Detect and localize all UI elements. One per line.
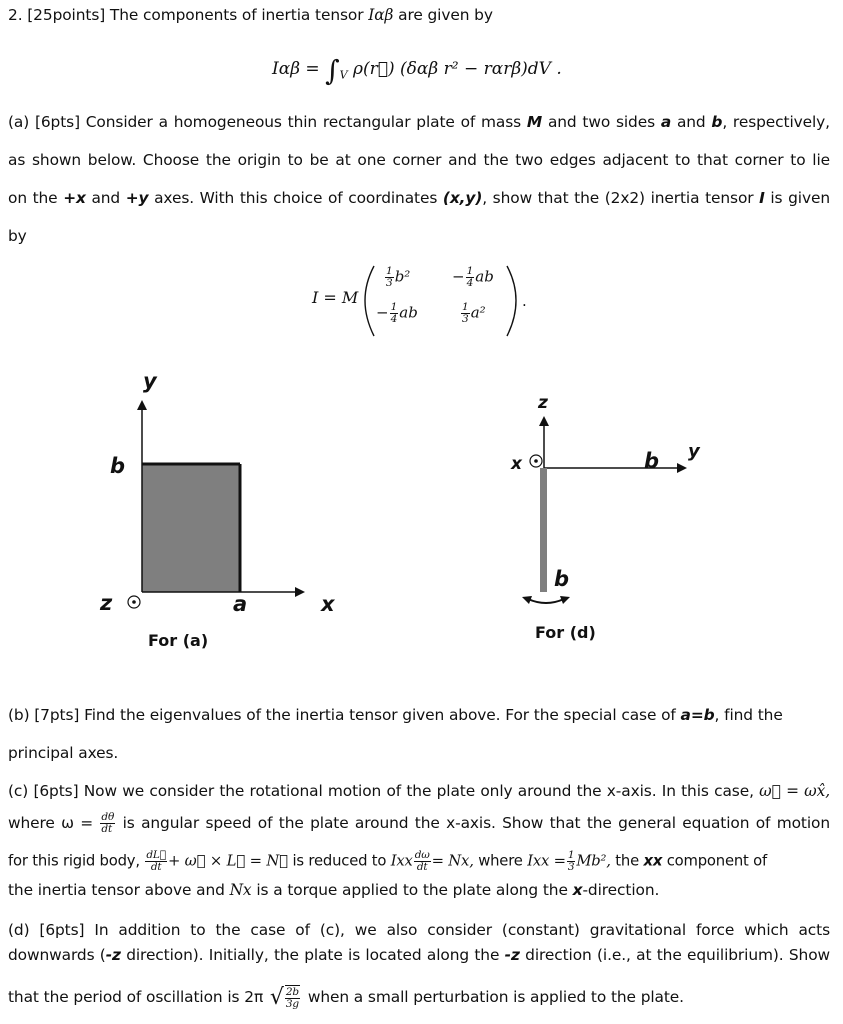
- matrix-lhs: I = M: [312, 288, 359, 307]
- main-equation: [272, 54, 562, 87]
- dL-dt-fraction: [145, 850, 167, 873]
- part-a-text: , respectively,: [722, 113, 830, 131]
- x-axis-arrowhead: [295, 587, 305, 597]
- frac-num: dL⃗: [146, 849, 166, 861]
- part-a-line-4: [8, 227, 27, 245]
- part-d-text: direction (i.e., at the equilibrium). Show: [525, 946, 831, 964]
- cell-sign: −: [376, 303, 389, 322]
- matrix-brackets: [312, 262, 532, 340]
- part-a-text: and: [676, 113, 706, 131]
- frac-num: 1: [386, 265, 393, 277]
- minus-z-direction: -z: [504, 946, 520, 964]
- label-b-bottom-d: b: [554, 567, 570, 591]
- part-a-text: axes. With this choice of coordinates: [154, 189, 438, 207]
- cell-var: ab: [399, 303, 418, 322]
- figures: [0, 360, 843, 690]
- x-direction: x: [572, 881, 583, 899]
- part-a-line-3: [8, 189, 830, 207]
- frac-num: 1: [462, 301, 469, 313]
- frac-den: 3g: [285, 998, 300, 1010]
- part-b-text: (b) [7pts] Find the eigenvalues of the inertia tensor given above. For the special case of: [8, 706, 676, 724]
- part-a-line-1: [8, 113, 830, 131]
- part-a-text: is given: [770, 189, 830, 207]
- x-dot-icon: [534, 459, 538, 463]
- header-symbol: Iαβ: [368, 6, 394, 24]
- part-a-text: on the: [8, 189, 58, 207]
- mb-squared: Mb²,: [576, 852, 611, 870]
- rotation-arrow-icon: [528, 599, 564, 603]
- label-a-a: a: [233, 592, 248, 616]
- xx-component: xx: [643, 852, 663, 870]
- part-c-line-3: [8, 850, 767, 873]
- caption-d: For (d): [535, 623, 596, 642]
- part-c-text: for this rigid body,: [8, 852, 140, 870]
- part-c-line-4: [8, 881, 659, 899]
- right-paren: [507, 266, 516, 336]
- part-c-text: the inertia tensor above and: [8, 881, 225, 899]
- minus-z-direction: -z: [105, 946, 121, 964]
- frac-num: 1: [466, 265, 474, 277]
- part-d-text: (d) [6pts] In addition to the case of (c), we also consider (constant) gravitational force which acts: [8, 921, 830, 939]
- part-a-text: and: [91, 189, 121, 207]
- tensor-symbol: I: [759, 189, 765, 207]
- sqrt-fraction: [285, 985, 300, 1010]
- frac-den: dt: [416, 861, 428, 873]
- rectangular-plate: [142, 464, 240, 592]
- part-c-line-2: [8, 812, 830, 835]
- special-case-condition: a=b: [680, 706, 715, 724]
- mass-symbol: M: [526, 113, 543, 131]
- frac-den: 4: [466, 277, 474, 289]
- part-a-text: by: [8, 227, 27, 245]
- frac-num: dω: [414, 849, 430, 861]
- sqrt-expression: [270, 985, 301, 1010]
- integral-sign: ∫: [325, 54, 340, 87]
- part-c-text: the: [615, 852, 639, 870]
- matrix-cell-11: [384, 266, 410, 289]
- rotation-arrowhead-left: [522, 596, 532, 604]
- cell-var: b²: [394, 267, 411, 286]
- y-axis-arrowhead: [137, 400, 147, 410]
- frac-num: 1: [390, 301, 398, 313]
- part-a-text: and two sides: [547, 113, 656, 131]
- frac-den: dt: [101, 823, 113, 835]
- part-a-text: (a) [6pts] Consider a homogeneous thin rectangular plate of mass: [8, 113, 522, 131]
- equation-lhs: Iαβ =: [272, 59, 320, 79]
- part-d-line-1: [8, 921, 830, 939]
- matrix-equation: [312, 262, 532, 340]
- nx-symbol: Nx: [229, 881, 252, 899]
- part-d-text: direction). Initially, the plate is located along the: [126, 946, 500, 964]
- frac-num: 1: [567, 849, 575, 861]
- side-a-symbol: a: [660, 113, 672, 131]
- part-b-text: , find the: [714, 706, 783, 724]
- frac-num: 2b: [285, 986, 300, 998]
- matrix-cell-21: [376, 302, 418, 325]
- frac-den: 3: [462, 313, 469, 325]
- z-dot-icon: [132, 600, 136, 604]
- matrix-cell-12: [452, 266, 494, 289]
- euler-equation: + ω⃗ × L⃗ = N⃗: [167, 852, 288, 870]
- frac-num: dθ: [101, 811, 115, 823]
- omega-definition: ω⃗ = ωx̂,: [759, 782, 830, 800]
- part-a-text: as shown below. Choose the origin to be at one corner and the two edges adjacent to that corner to lie: [8, 151, 830, 169]
- part-d-text: that the period of oscillation is 2π: [8, 988, 264, 1006]
- integral-domain: V: [339, 68, 348, 82]
- one-third-fraction: [567, 850, 575, 873]
- label-b-a: b: [110, 454, 126, 478]
- part-b-line-2: [8, 744, 118, 762]
- domega-dt-fraction: [414, 850, 431, 873]
- part-c-text: is reduced to: [292, 852, 387, 870]
- part-c-text: (c) [6pts] Now we consider the rotational motion of the plate only around the x-axis. In this case,: [8, 782, 754, 800]
- label-y-d: y: [688, 441, 700, 462]
- part-b-text: principal axes.: [8, 744, 119, 762]
- part-a-line-2: [8, 151, 830, 169]
- plus-y-axis: +y: [125, 189, 149, 207]
- part-d-line-3: [8, 985, 684, 1010]
- part-c-text: is angular speed of the plate around the x-axis. Show that the general equation of motion: [122, 814, 831, 832]
- dtheta-dt-fraction: [100, 812, 115, 835]
- part-c-text: -direction.: [582, 881, 660, 899]
- label-y-a: y: [143, 369, 157, 393]
- part-c-text: where: [478, 852, 523, 870]
- figure-d: [510, 393, 701, 642]
- side-b-symbol: b: [711, 113, 723, 131]
- header-prefix: 2. [25points] The components of inertia tensor: [8, 6, 364, 24]
- part-d-line-2: [8, 946, 830, 964]
- figure-a: [99, 369, 336, 650]
- label-z-a: z: [100, 591, 113, 615]
- hanging-plate: [540, 468, 547, 592]
- problem-header: [8, 6, 493, 24]
- part-d-text: when a small perturbation is applied to the plate.: [307, 988, 684, 1006]
- fraction: [466, 266, 475, 289]
- header-suffix: are given by: [398, 6, 493, 24]
- rotation-arrowhead-right: [560, 596, 570, 604]
- z-axis-arrowhead-d: [539, 416, 549, 426]
- part-c-text: where ω =: [8, 814, 94, 832]
- fraction: [385, 266, 394, 289]
- caption-a: For (a): [148, 631, 209, 650]
- ixx-symbol: Ixx: [390, 852, 413, 870]
- frac-den: 4: [390, 313, 398, 325]
- coordinates: (x,y): [442, 189, 483, 207]
- cell-sign: −: [452, 267, 465, 286]
- y-axis-arrowhead-d: [677, 463, 687, 473]
- label-b-top-d: b: [644, 449, 660, 473]
- part-c-text: component of: [666, 852, 767, 870]
- sqrt-radical-icon: √: [269, 985, 284, 1010]
- nx-equation: = Nx,: [431, 852, 474, 870]
- part-d-text: downwards (: [8, 946, 106, 964]
- part-a-text: , show that the (2x2) inertia tensor: [482, 189, 754, 207]
- fraction: [390, 302, 399, 325]
- part-c-text: is a torque applied to the plate along the: [256, 881, 568, 899]
- equation-body: ρ(r⃗) (δαβ r² − rαrβ)dV .: [353, 59, 562, 79]
- matrix-cell-22: [460, 302, 486, 325]
- frac-den: dt: [150, 861, 162, 873]
- part-c-line-1: [8, 782, 830, 800]
- ixx-definition: Ixx =: [527, 852, 566, 870]
- part-b-line-1: [8, 706, 783, 724]
- label-z-d: z: [538, 393, 548, 413]
- frac-den: 3: [386, 277, 393, 289]
- plus-x-axis: +x: [63, 189, 86, 207]
- cell-var: a²: [470, 303, 486, 322]
- label-x-d: x: [511, 454, 522, 474]
- matrix-period: .: [522, 292, 527, 310]
- cell-var: ab: [475, 267, 494, 286]
- left-paren: [365, 266, 374, 336]
- fraction: [461, 302, 470, 325]
- label-x-a: x: [321, 592, 335, 616]
- frac-den: 3: [567, 861, 575, 873]
